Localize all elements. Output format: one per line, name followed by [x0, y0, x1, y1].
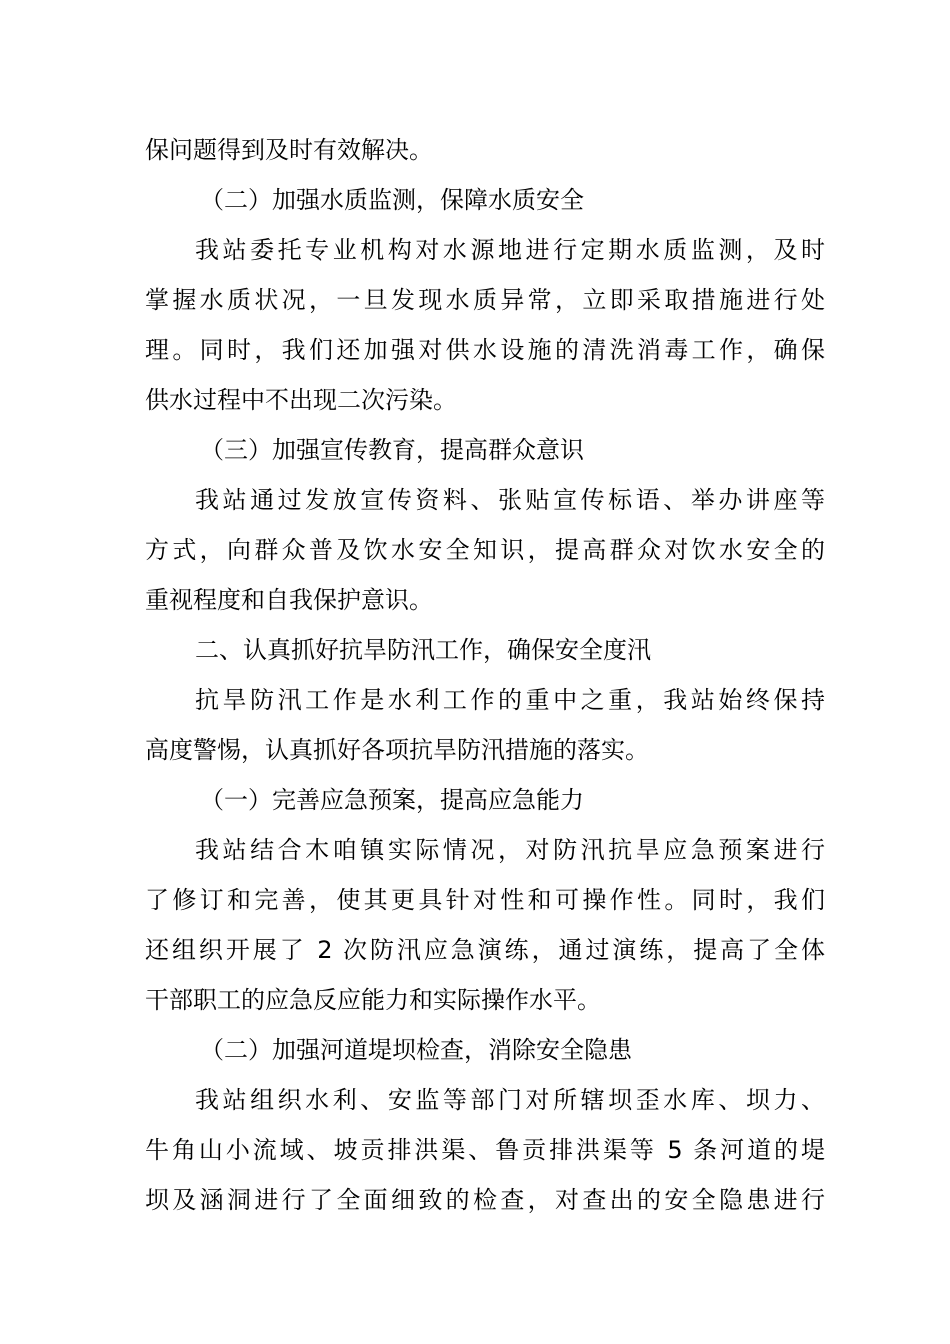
- paragraph-line: 我站组织水利、安监等部门对所辖坝歪水库、坝力、: [195, 1086, 825, 1114]
- paragraph-line: 还组织开展了 2 次防汛应急演练，通过演练，提高了全体: [145, 936, 825, 964]
- paragraph-line: 我站委托专业机构对水源地进行定期水质监测，及时: [195, 236, 825, 264]
- paragraph-line: 了修订和完善，使其更具针对性和可操作性。同时，我们: [145, 886, 825, 914]
- section-heading: （二）加强水质监测，保障水质安全: [200, 186, 584, 214]
- section-heading: （三）加强宣传教育，提高群众意识: [200, 436, 584, 464]
- paragraph-line: 理。同时，我们还加强对供水设施的清洗消毒工作，确保: [145, 336, 825, 364]
- paragraph-line: 抗旱防汛工作是水利工作的重中之重，我站始终保持: [195, 686, 825, 714]
- paragraph-line: 掌握水质状况，一旦发现水质异常，立即采取措施进行处: [145, 286, 825, 314]
- paragraph-line: 我站结合木咱镇实际情况，对防汛抗旱应急预案进行: [195, 836, 825, 864]
- section-heading: （二）加强河道堤坝检查，消除安全隐患: [200, 1036, 632, 1064]
- paragraph-line: 我站通过发放宣传资料、张贴宣传标语、举办讲座等: [195, 486, 825, 514]
- paragraph-line: 保问题得到及时有效解决。: [145, 136, 433, 164]
- paragraph-line: 牛角山小流域、坡贡排洪渠、鲁贡排洪渠等 5 条河道的堤: [145, 1136, 825, 1164]
- paragraph-line: 供水过程中不出现二次污染。: [145, 386, 457, 414]
- section-heading: （一）完善应急预案，提高应急能力: [200, 786, 584, 814]
- paragraph-line: 坝及涵洞进行了全面细致的检查，对查出的安全隐患进行: [145, 1186, 825, 1214]
- paragraph-line: 高度警惕，认真抓好各项抗旱防汛措施的落实。: [145, 736, 649, 764]
- paragraph-line: 重视程度和自我保护意识。: [145, 586, 433, 614]
- chapter-heading: 二、认真抓好抗旱防汛工作，确保安全度汛: [195, 636, 651, 664]
- paragraph-line: 干部职工的应急反应能力和实际操作水平。: [145, 986, 601, 1014]
- paragraph-line: 方式，向群众普及饮水安全知识，提高群众对饮水安全的: [145, 536, 825, 564]
